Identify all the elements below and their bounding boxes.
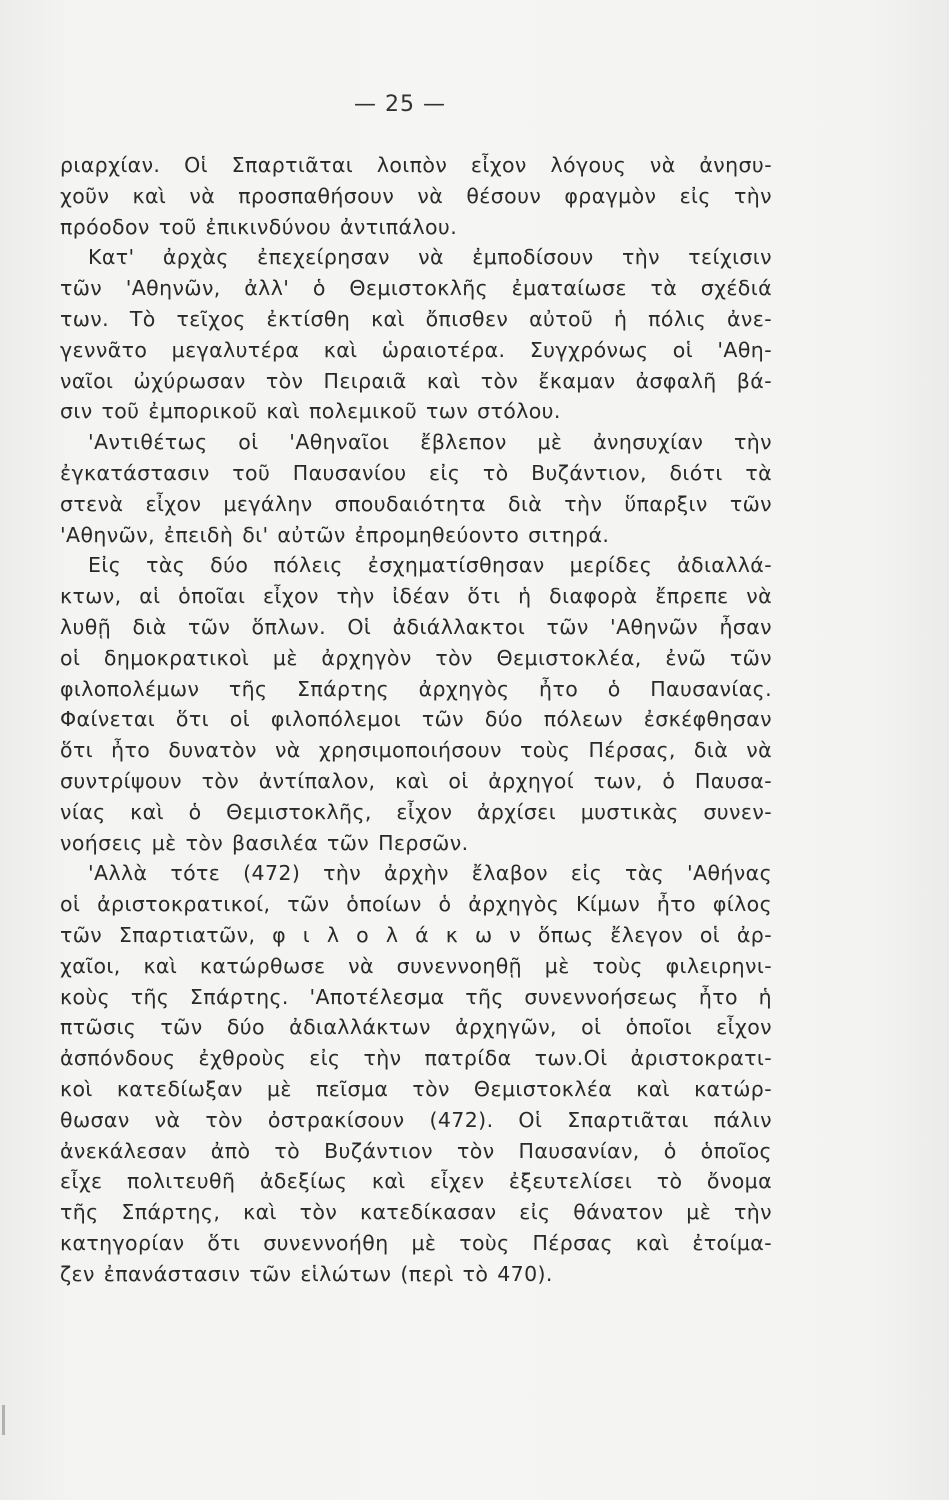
text-line: Φαίνεται ὅτι οἱ φιλοπόλεμοι τῶν δύο πόλεων ἐσκέφθησαν <box>60 707 772 732</box>
text-line: ναῖοι ὠχύρωσαν τὸν Πειραιᾶ καὶ τὸν ἔκαμαν ἀσφαλῆ βά- <box>60 368 772 393</box>
body-text <box>60 150 772 1289</box>
text-line: ριαρχίαν. Οἱ Σπαρτιᾶται λοιπὸν εἶχον λόγους νὰ ἀνησυ- <box>60 153 772 177</box>
text-line: ἐγκατάστασιν τοῦ Παυσανίου εἰς τὸ Βυζάντιον, διότι τὰ <box>60 460 772 485</box>
text-line: τῶν Σπαρτιατῶν, φ ι λ ο λ ά κ ω ν ὅπως ἔλεγον οἱ ἀρ- <box>60 922 772 947</box>
text-line: λυθῇ διὰ τῶν ὅπλων. Οἱ ἀδιάλλακτοι τῶν 'Αθηνῶν ἦσαν <box>60 614 772 639</box>
text-line: φιλοπολέμων τῆς Σπάρτης ἀρχηγὸς ἦτο ὁ Παυσανίας. <box>60 676 772 701</box>
paragraph-start-line: Κατ' ἀρχὰς ἐπεχείρησαν νὰ ἐμποδίσουν τὴν τείχισιν <box>88 245 772 270</box>
text-line: πρόοδον τοῦ ἐπικινδύνου ἀντιπάλου. <box>60 214 458 239</box>
text-line: τῶν 'Αθηνῶν, ἀλλ' ὁ Θεμιστοκλῆς ἐματαίωσε τὰ σχέδιά <box>60 276 772 301</box>
text-line: στενὰ εἶχον μεγάλην σπουδαιότητα διὰ τὴν ὕπαρξιν τῶν <box>60 491 772 516</box>
text-line: οἱ δημοκρατικοὶ μὲ ἀρχηγὸν τὸν Θεμιστοκλέα, ἐνῶ τῶν <box>60 645 772 670</box>
paragraph-start-line: 'Αντιθέτως οἱ 'Αθηναῖοι ἔβλεπον μὲ ἀνησυχίαν τὴν <box>88 430 772 455</box>
text-line: κοὺς τῆς Σπάρτης. 'Αποτέλεσμα τῆς συνεννοήσεως ἦτο ἡ <box>60 984 772 1009</box>
text-line: οἱ ἀριστοκρατικοί, τῶν ὁποίων ὁ ἀρχηγὸς Κίμων ἦτο φίλος <box>60 892 772 917</box>
page-number: — 25 — <box>354 92 446 117</box>
text-line: γεννᾶτο μεγαλυτέρα καὶ ὡραιοτέρα. Συγχρόνως οἱ 'Αθη- <box>60 337 772 362</box>
text-line: χαῖοι, καὶ κατώρθωσε νὰ συνεννοηθῇ μὲ τοὺς φιλειρηνι- <box>60 953 772 978</box>
text-line: 'Αθηνῶν, ἐπειδὴ δι' αὐτῶν ἐπρομηθεύοντο σιτηρά. <box>60 522 610 547</box>
text-line: ἀσπόνδους ἐχθροὺς εἰς τὴν πατρίδα των.Οἱ ἀριστοκρατι- <box>60 1046 772 1071</box>
text-line: σιν τοῦ ἐμπορικοῦ καὶ πολεμικοῦ των στόλου. <box>60 399 561 424</box>
text-line: νοήσεις μὲ τὸν βασιλέα τῶν Περσῶν. <box>60 830 469 855</box>
text-line: τῆς Σπάρτης, καὶ τὸν κατεδίκασαν εἰς θάνατον μὲ τὴν <box>60 1200 772 1225</box>
text-line: συντρίψουν τὸν ἀντίπαλον, καὶ οἱ ἀρχηγοί των, ὁ Παυσα- <box>60 768 772 793</box>
text-line: ὅτι ἦτο δυνατὸν νὰ χρησιμοποιήσουν τοὺς Πέρσας, διὰ νὰ <box>60 738 772 763</box>
binding-mark <box>2 1405 5 1435</box>
paragraph-start-line: Εἰς τὰς δύο πόλεις ἐσχηματίσθησαν μερίδες ἀδιαλλά- <box>88 553 772 578</box>
text-line: των. Τὸ τεῖχος ἐκτίσθη καὶ ὄπισθεν αὐτοῦ ἡ πόλις ἀνε- <box>60 306 772 331</box>
paragraph-start-line: 'Αλλὰ τότε (472) τὴν ἀρχὴν ἔλαβον εἰς τὰς 'Αθήνας <box>88 861 772 886</box>
text-line: νίας καὶ ὁ Θεμιστοκλῆς, εἶχον ἀρχίσει μυστικὰς συνεν- <box>60 799 772 824</box>
text-line: κοὶ κατεδίωξαν μὲ πεῖσμα τὸν Θεμιστοκλέα καὶ κατώρ- <box>60 1076 772 1101</box>
text-line: εἶχε πολιτευθῆ ἀδεξίως καὶ εἶχεν ἐξευτελίσει τὸ ὄνομα <box>60 1169 772 1194</box>
text-line: κτων, αἱ ὁποῖαι εἶχον τὴν ἰδέαν ὅτι ἡ διαφορὰ ἔπρεπε νὰ <box>60 584 772 609</box>
text-line: κατηγορίαν ὅτι συνεννοήθη μὲ τοὺς Πέρσας καὶ ἐτοίμα- <box>60 1230 772 1255</box>
text-line: θωσαν νὰ τὸν ὀστρακίσουν (472). Οἱ Σπαρτιᾶται πάλιν <box>60 1107 772 1132</box>
text-line: ζεν ἐπανάστασιν τῶν εἱλώτων (περὶ τὸ 470). <box>60 1261 553 1286</box>
text-line: πτῶσις τῶν δύο ἀδιαλλάκτων ἀρχηγῶν, οἱ ὁποῖοι εἶχον <box>60 1015 772 1040</box>
text-line: ἀνεκάλεσαν ἀπὸ τὸ Βυζάντιον τὸν Παυσανίαν, ὁ ὁποῖος <box>60 1138 772 1163</box>
text-line: χοῦν καὶ νὰ προσπαθήσουν νὰ θέσουν φραγμὸν εἰς τὴν <box>60 183 772 208</box>
